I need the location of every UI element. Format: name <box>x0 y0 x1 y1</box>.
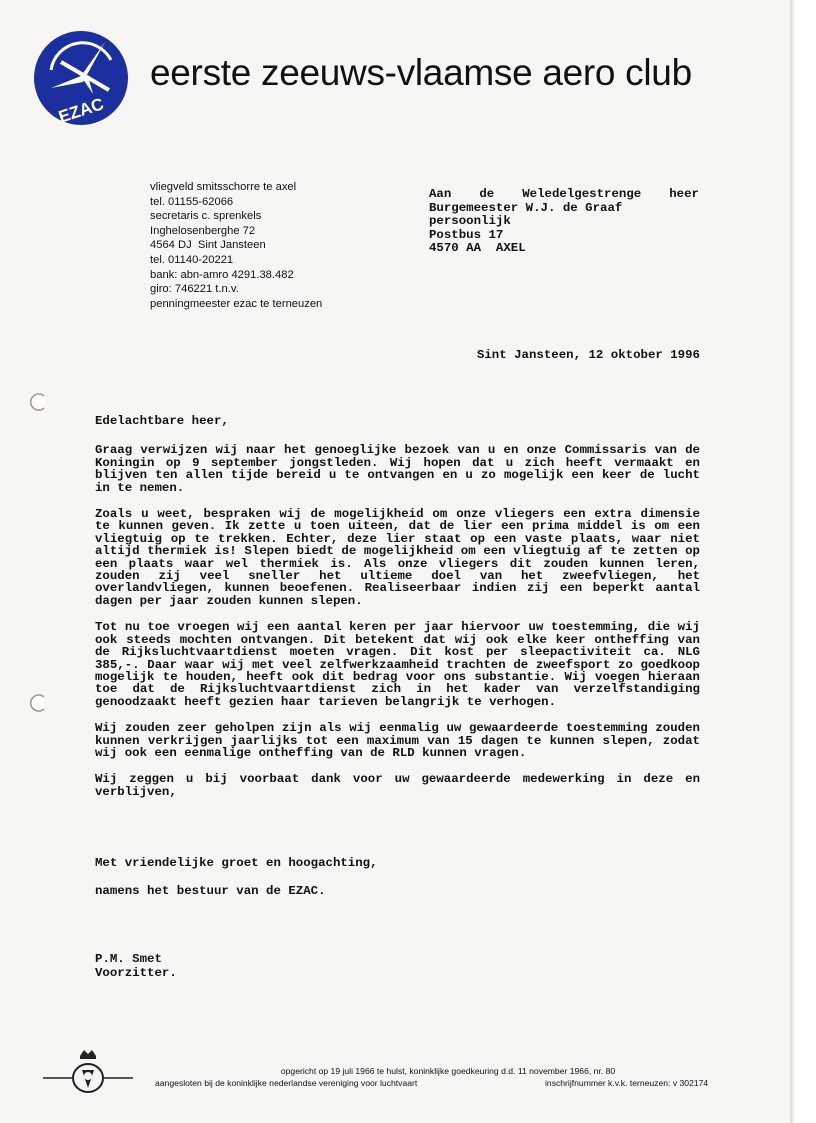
on-behalf-line: namens het bestuur van de EZAC. <box>95 884 326 898</box>
sender-line: bank: abn-amro 4291.38.482 <box>150 268 294 281</box>
recipient-line: Aan de Weledelgestrenge heer <box>429 187 699 201</box>
body-paragraph: Zoals u weet, bespraken wij de mogelijkheid om onze vliegers een extra dimensie te kunnen geven. Ik zette u toen uiteen, dat de lier een prima middel is om een vliegtuig op te trekken. Echter, deze lier staat op een vaste plaats, waar niet altijd thermiek is! Slepen biedt de mogelijkheid om een vliegtuig af te zetten op een plaats waar wel thermiek is. Als onze vliegers dit zouden kunnen leren, zouden zij veel sneller het ultieme doel van het zweefvliegen, het overlandvliegen, kunnen beoefenen. Realiseerbaar indien zij een beperkt aantal dagen per jaar zouden kunnen slepen. <box>95 507 700 608</box>
salutation: Edelachtbare heer, <box>95 414 229 428</box>
sender-line: tel. 01155-62066 <box>150 195 234 208</box>
footer-founded: opgericht op 19 juli 1966 te hulst, koninklijke goedkeuring d.d. 11 november 1966, nr. 80 <box>280 1066 616 1076</box>
page-edge <box>794 0 816 1123</box>
footer-affiliation: aangesloten bij de koninklijke nederlandse vereniging voor luchtvaart <box>155 1078 418 1088</box>
body-paragraph: Tot nu toe vroegen wij een aantal keren per jaar hiervoor uw toestemming, die wij ook steeds mochten ontvangen. Dit betekent dat wij ook elke keer ontheffing van de Rijksluchtvaartdienst moeten vragen. Dit kost per sleepactiviteit ca. NLG 385,-. Daar waar wij met veel zelfwerkzaamheid trachten de zweefsport zo goedkoop mogelijk te houden, heeft ook dit bedrag voor ons substantie. Wij voegen hieraan toe dat de Rijksluchtvaartdienst zich in het kader van verzelfstandiging genoodzaakt heeft gezien haar tarieven belangrijk te verhogen. <box>95 620 700 709</box>
sender-line: Inghelosenberghe 72 <box>150 224 256 237</box>
signer-name: P.M. Smet <box>95 952 162 966</box>
recipient-line: persoonlijk <box>429 214 511 228</box>
sender-line: vliegveld smitsschorre te axel <box>150 181 297 193</box>
ezac-logo-icon <box>33 30 129 126</box>
sender-address-block <box>150 180 322 311</box>
punch-hole-icon <box>29 694 47 712</box>
sender-line: giro: 746221 t.n.v. <box>150 283 239 296</box>
body-paragraph: Wij zouden zeer geholpen zijn als wij eenmalig uw gewaardeerde toestemming zouden kunnen verkrijgen jaarlijks tot een maximum van 15 dagen te kunnen slepen, zodat wij ook een eenmalige ontheffing van de RLD kunnen vragen. <box>95 721 700 760</box>
body-paragraph: Graag verwijzen wij naar het genoeglijke bezoek van u en onze Commissaris van de Koningin op 9 september jongstleden. Wij hopen dat u zich heeft vermaakt en blijven ten allen tijde bereid u te ontvangen en u zo mogelijk een keer de lucht in te nemen. <box>95 443 700 495</box>
sender-line: penningmeester ezac te terneuzen <box>150 297 323 310</box>
footer-registration: inschrijfnummer k.v.k. terneuzen: v 302174 <box>545 1078 709 1088</box>
recipient-line: Burgemeester W.J. de Graaf <box>429 200 623 215</box>
closing-line: Met vriendelijke groet en hoogachting, <box>95 856 378 870</box>
recipient-line: 4570 AA AXEL <box>429 241 526 255</box>
logo-text: EZAC <box>56 94 107 126</box>
signer-title: Voorzitter. <box>95 966 177 980</box>
recipient-address-block <box>429 188 699 256</box>
signature-block <box>95 952 177 980</box>
club-name-heading: eerste zeeuws-vlaamse aero club <box>150 52 692 93</box>
punch-hole-icon <box>29 393 47 411</box>
place-date: Sint Jansteen, 12 oktober 1996 <box>476 348 700 362</box>
letter-body <box>95 415 700 812</box>
sender-line: secretaris c. sprenkels <box>150 210 262 223</box>
body-paragraph: Wij zeggen u bij voorbaat dank voor uw gewaardeerde medewerking in deze en verblijven, <box>95 772 700 799</box>
recipient-line: Postbus 17 <box>429 227 504 242</box>
sender-line: tel. 01140-20221 <box>150 253 234 266</box>
sender-line: 4564 DJ Sint Jansteen <box>150 239 266 252</box>
